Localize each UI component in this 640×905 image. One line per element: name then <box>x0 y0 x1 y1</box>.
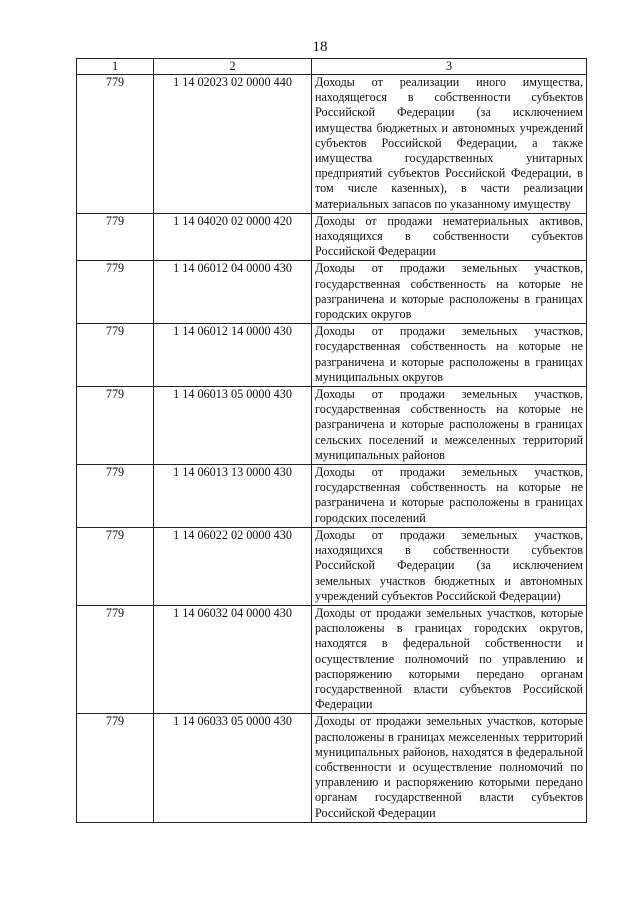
revenue-description-cell: Доходы от продажи земельных участков, которые расположены в границах городских округов, находятся в федеральной собственности и осуществление полномочий по управлению и распоряжению которыми передано органам государственной власти субъектов Российской Федерации <box>312 605 587 713</box>
page-number: 18 <box>312 39 328 55</box>
table-row <box>77 75 587 214</box>
admin-code-cell: 779 <box>77 605 154 713</box>
table-row <box>77 714 587 822</box>
table-row <box>77 387 587 465</box>
revenue-description-cell: Доходы от продажи земельных участков, находящихся в собственности субъектов Российской Федерации (за исключением земельных участков бюджетных и автономных учреждений субъектов Российской Федерации) <box>312 527 587 605</box>
admin-code-cell: 779 <box>77 714 154 822</box>
column-header-3: 3 <box>312 59 587 75</box>
admin-code-cell: 779 <box>77 75 154 214</box>
admin-code-cell: 779 <box>77 387 154 465</box>
admin-code-cell: 779 <box>77 527 154 605</box>
revenue-description-cell: Доходы от продажи нематериальных активов, находящихся в собственности субъектов Российской Федерации <box>312 213 587 261</box>
table-row <box>77 465 587 528</box>
admin-code-cell: 779 <box>77 324 154 387</box>
budget-revenue-table <box>76 58 587 823</box>
table-row <box>77 213 587 261</box>
revenue-code-cell: 1 14 06032 04 0000 430 <box>154 605 312 713</box>
column-header-1: 1 <box>77 59 154 75</box>
revenue-description-cell: Доходы от продажи земельных участков, государственная собственность на которые не разграничена и которые расположены в границах муниципальных округов <box>312 324 587 387</box>
table-row <box>77 324 587 387</box>
admin-code-cell: 779 <box>77 465 154 528</box>
revenue-code-cell: 1 14 06012 04 0000 430 <box>154 261 312 324</box>
revenue-description-cell: Доходы от продажи земельных участков, государственная собственность на которые не разграничена и которые расположены в границах городских округов <box>312 261 587 324</box>
revenue-code-cell: 1 14 06033 05 0000 430 <box>154 714 312 822</box>
revenue-description-cell: Доходы от продажи земельных участков, государственная собственность на которые не разграничена и которые расположены в границах сельских поселений и межселенных территорий муниципальных районов <box>312 387 587 465</box>
revenue-code-cell: 1 14 06013 13 0000 430 <box>154 465 312 528</box>
revenue-code-cell: 1 14 06022 02 0000 430 <box>154 527 312 605</box>
revenue-description-cell: Доходы от продажи земельных участков, государственная собственность на которые не разграничена и которые расположены в границах городских поселений <box>312 465 587 528</box>
admin-code-cell: 779 <box>77 213 154 261</box>
revenue-description-cell: Доходы от реализации иного имущества, находящегося в собственности субъектов Российской Федерации (за исключением имущества бюджетных и автономных учреждений субъектов Российской Федерации, а также имущества государственных унитарных предприятий субъектов Российской Федерации, в том числе казенных), в части реализации материальных запасов по указанному имуществу <box>312 75 587 214</box>
column-header-2: 2 <box>154 59 312 75</box>
admin-code-cell: 779 <box>77 261 154 324</box>
table-row <box>77 605 587 713</box>
table-row <box>77 261 587 324</box>
table-header-row <box>77 59 587 75</box>
table-row <box>77 527 587 605</box>
revenue-code-cell: 1 14 04020 02 0000 420 <box>154 213 312 261</box>
revenue-code-cell: 1 14 02023 02 0000 440 <box>154 75 312 214</box>
revenue-code-cell: 1 14 06012 14 0000 430 <box>154 324 312 387</box>
revenue-description-cell: Доходы от продажи земельных участков, которые расположены в границах межселенных территорий муниципальных районов, находятся в федеральной собственности и осуществление полномочий по управлению и распоряжению которыми передано органам государственной власти субъектов Российской Федерации <box>312 714 587 822</box>
revenue-code-cell: 1 14 06013 05 0000 430 <box>154 387 312 465</box>
